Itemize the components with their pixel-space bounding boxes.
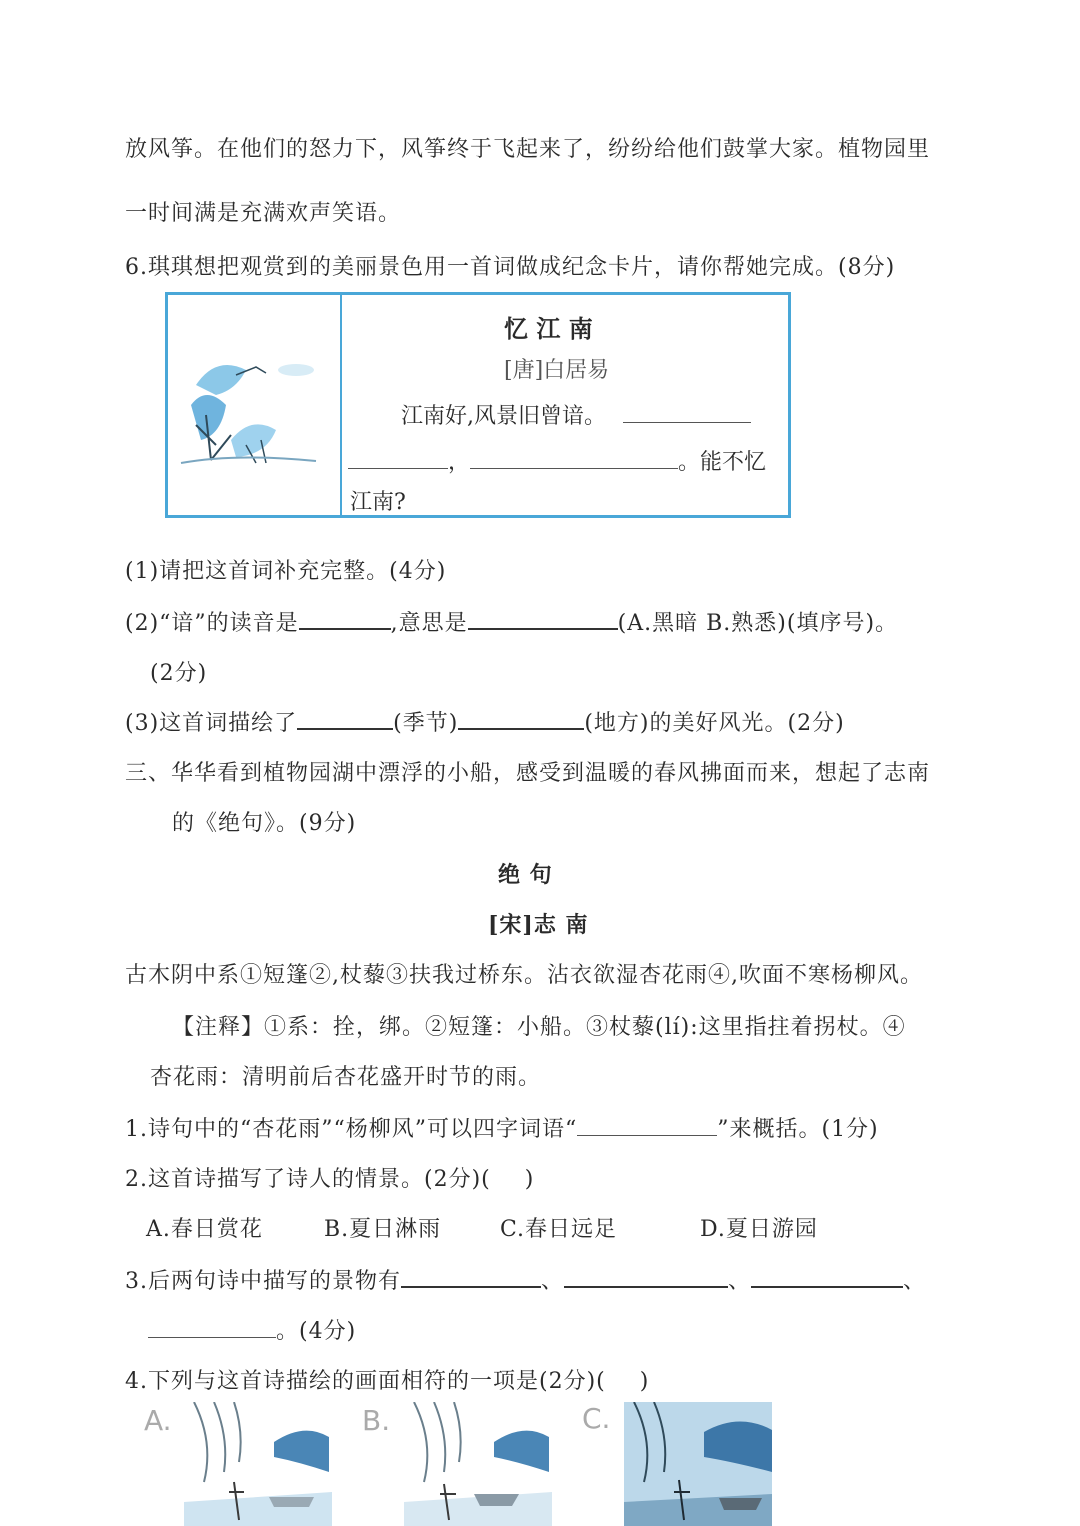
s3-q3-blank-1[interactable] — [401, 1268, 541, 1288]
s3-q2-option-d[interactable]: D.夏日游园 — [700, 1217, 818, 1242]
s3-q3-blank-3[interactable] — [751, 1268, 903, 1288]
q6-sub2-text-a: (2)“谙”的读音是 — [125, 611, 299, 636]
section3-heading-1: 三、华华看到植物园湖中漂浮的小船，感受到温暖的春风拂面而来，想起了志南 — [125, 761, 931, 786]
s3-q3-sep-2: 、 — [728, 1269, 752, 1294]
q6-sub1: (1)请把这首词补充完整。(4分) — [125, 559, 447, 584]
memorial-card — [165, 292, 791, 518]
q6-sub3-text-c: (地方)的美好风光。(2分) — [584, 711, 845, 736]
s3-q3-text: 3.后两句诗中描写的景物有 — [125, 1269, 401, 1294]
card-divider — [340, 295, 342, 515]
s3-q3-end: 。(4分) — [276, 1319, 357, 1344]
q6-sub2-blank-reading[interactable] — [299, 610, 391, 630]
s3-q3-blank-2[interactable] — [564, 1268, 728, 1288]
annotation-line-2: 杏花雨：清明前后杏花盛开时节的雨。 — [150, 1065, 542, 1090]
s3-q4-text: 4.下列与这首诗描绘的画面相符的一项是(2分)( — [125, 1369, 606, 1394]
s3-q2 — [125, 1162, 534, 1193]
q6-sub2 — [125, 606, 898, 637]
card-line-3: 江南? — [350, 490, 406, 515]
pic-option-b[interactable] — [404, 1402, 552, 1526]
card-line-2-tail: 。能不忆 — [678, 450, 767, 475]
q6-sub3-text-b: (季节) — [393, 711, 459, 736]
q6-stem: 6.琪琪想把观赏到的美丽景色用一首词做成纪念卡片，请你帮她完成。(8分) — [125, 255, 896, 280]
pic-option-c[interactable] — [624, 1402, 772, 1526]
card-blank-3[interactable] — [470, 450, 678, 469]
s3-q3-blank-4[interactable] — [148, 1319, 276, 1338]
card-poem-title: 忆 江 南 — [504, 314, 593, 343]
section3-heading-2: 的《绝句》。(9分) — [172, 811, 357, 836]
pic-label-c: C. — [582, 1402, 611, 1435]
s3-q3-sep-1: 、 — [541, 1269, 565, 1294]
annotation-line-1: 【注释】①系：拴，绑。②短篷：小船。③杖藜(lí):这里指拄着拐杖。④ — [172, 1015, 906, 1040]
q6-sub3 — [125, 706, 845, 737]
card-line-1 — [401, 399, 751, 430]
card-line-2 — [348, 445, 766, 476]
q6-sub2-blank-meaning[interactable] — [468, 610, 618, 630]
s3-q2-option-b[interactable]: B.夏日淋雨 — [324, 1217, 442, 1242]
card-poem-author: [唐]白居易 — [504, 358, 610, 383]
s3-q3-cont — [148, 1314, 356, 1345]
s3-q1-text-b: ”来概括。(1分) — [717, 1117, 879, 1142]
s3-q2-option-c[interactable]: C.春日远足 — [500, 1217, 618, 1242]
s3-q2-close: ) — [524, 1167, 535, 1192]
q6-sub2-score: (2分) — [150, 661, 208, 686]
s3-q1-text-a: 1.诗句中的“杏花雨”“杨柳风”可以四字词语“ — [125, 1117, 578, 1142]
s3-q1-blank[interactable] — [577, 1117, 717, 1136]
q6-sub2-text-b: ,意思是 — [390, 611, 468, 636]
q6-sub3-blank-season[interactable] — [297, 710, 393, 730]
s3-q1 — [125, 1112, 879, 1143]
q6-sub2-text-c: (A.黑暗 B.熟悉)(填序号)。 — [617, 611, 899, 636]
card-line-1-text: 江南好,风景旧曾谙。 — [401, 404, 606, 429]
s3-q4 — [125, 1364, 649, 1395]
landscape-illustration — [176, 345, 326, 475]
s3-q2-option-a[interactable]: A.春日赏花 — [146, 1217, 263, 1242]
poem-text: 古木阴中系①短篷②,杖藜③扶我过桥东。沾衣欲湿杏花雨④,吹面不寒杨柳风。 — [125, 963, 923, 988]
q6-sub3-blank-place[interactable] — [458, 710, 584, 730]
willow-rain-scene-c-icon — [624, 1402, 772, 1526]
intro-line-1: 放风筝。在他们的怒力下，风筝终于飞起来了，纷纷给他们鼓掌大家。植物园里 — [125, 137, 931, 162]
s3-q3 — [125, 1264, 926, 1295]
q6-sub3-text-a: (3)这首词描绘了 — [125, 711, 298, 736]
s3-q3-sep-3: 、 — [903, 1269, 927, 1294]
pic-label-b: B. — [362, 1404, 391, 1437]
card-comma: ， — [448, 450, 471, 475]
intro-line-2: 一时间满是充满欢声笑语。 — [125, 201, 402, 226]
s3-q2-text: 2.这首诗描写了诗人的情景。(2分)( — [125, 1167, 491, 1192]
willow-boat-scene-a-icon — [184, 1402, 332, 1526]
poem-author: [宋]志 南 — [488, 912, 589, 938]
pic-label-a: A. — [144, 1404, 172, 1437]
poem-title: 绝 句 — [498, 862, 553, 888]
willow-boat-scene-b-icon — [404, 1402, 552, 1526]
pic-option-a[interactable] — [184, 1402, 332, 1526]
card-blank-1[interactable] — [623, 404, 751, 423]
s3-q4-close: ) — [639, 1369, 650, 1394]
card-blank-2[interactable] — [348, 450, 448, 469]
